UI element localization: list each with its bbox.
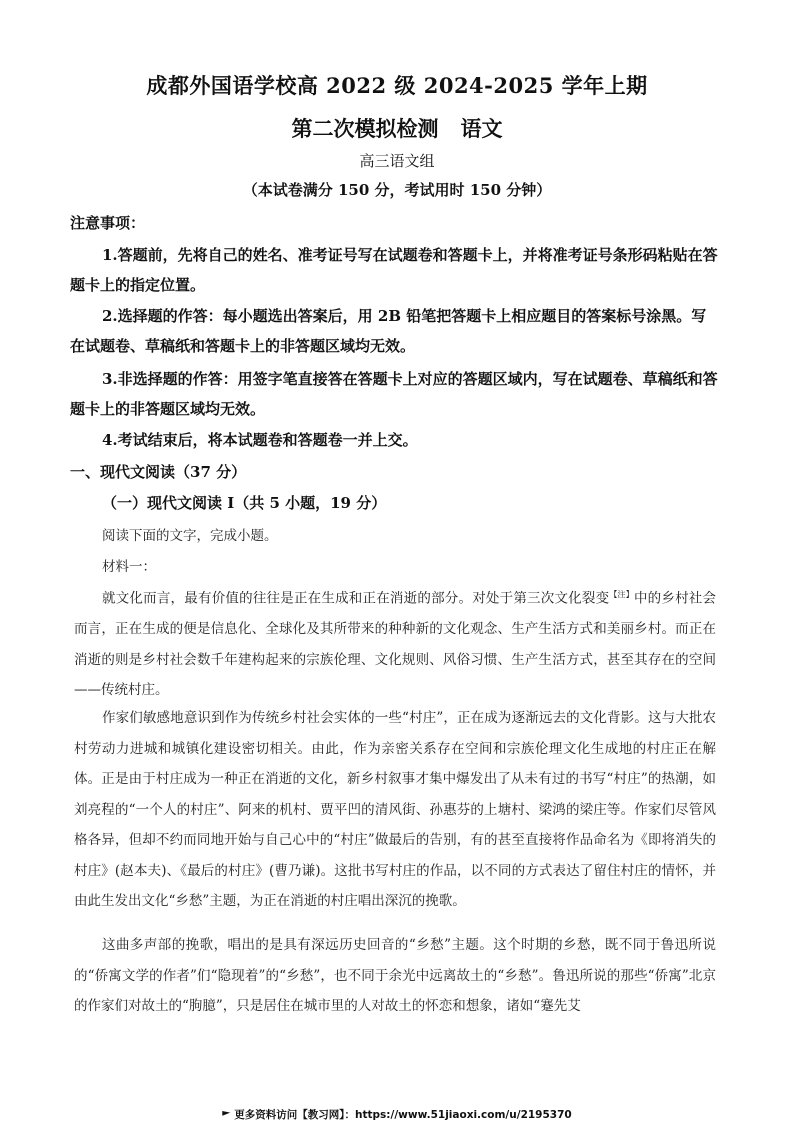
- footer-text: 更多资料访问【教习网】：https://www.51jiaoxi.com/u/2195370: [234, 1109, 572, 1121]
- exam-name: 第二次模拟检测: [291, 116, 439, 141]
- author-group: 高三语文组: [359, 152, 435, 170]
- material-label: 材料一：: [102, 559, 156, 575]
- footer-link[interactable]: [0, 1107, 794, 1122]
- subsection-heading: （一）现代文阅读 I（共 5 小题，19 分）: [102, 494, 387, 512]
- notice-item: 3.非选择题的作答：用签字笔直接答在答题卡上对应的答题区域内，写在试题卷、草稿纸和答题卡上的非答题区域均无效。: [70, 370, 718, 418]
- exam-title: 成都外国语学校高 2022 级 2024-2025 学年上期: [146, 73, 648, 98]
- footnote-marker: 【注】: [609, 590, 634, 599]
- paragraph-text: 就文化而言，最有价值的往往是正在生成和正在消逝的部分。对处于第三次文化裂变: [102, 590, 610, 607]
- section-heading: 一、现代文阅读（37 分）: [70, 463, 247, 481]
- material-paragraph: 这曲多声部的挽歌，唱出的是具有深远历史回音的“乡愁”主题。这个时期的乡愁，既不同于鲁迅所说的“侨寓文学的作者”们“隐现着”的“乡愁”，也不同于余光中远离故土的“乡愁”。鲁迅所说的那些“侨寓”北京的作家们对故土的“朐臆”，只是居住在城市里的人对故土的怀恋和想象，诸如“蹇先艾: [74, 937, 716, 1014]
- paragraph-text: 中的乡村社会而言，正在生成的便是信息化、全球化及其所带来的种种新的文化观念、生产生活方式和美丽乡村。而正在消逝的则是乡村社会数千年建构起来的宗族伦理、文化规则、风俗习惯、生产生活方式，甚至其存在的空间——传统村庄。: [74, 590, 717, 698]
- material-paragraph: 作家们敏感地意识到作为传统乡村社会实体的一些“村庄”，正在成为逐渐远去的文化背影。这与大批农村劳动力进城和城镇化建设密切相关。由此，作为亲密关系存在空间和宗族伦理文化生成地的村庄正在解体。正是由于村庄成为一种正在消逝的文化，新乡村叙事才集中爆发出了从未有过的书写“村庄”的热潮，如刘亮程的“一个人的村庄”、阿来的机村、贾平凹的清风街、孙惠芬的上塘村、梁鸿的梁庄等。作家们尽管风格各异，但却不约而同地开始与自己心中的“村庄”做最后的告别，有的甚至直接将作品命名为《即将消失的村庄》(赵本夫)、《最后的村庄》(曹乃谦)。这批书写村庄的作品，以不同的方式表达了留住村庄的情怀，并由此生发出文化“乡愁”主题，为正在消逝的村庄唱出深沉的挽歌。: [74, 710, 716, 909]
- notice-heading: 注意事项：: [70, 214, 146, 232]
- flag-icon: [222, 1111, 230, 1119]
- reading-instruction: 阅读下面的文字，完成小题。: [102, 528, 278, 544]
- subject-name: 语文: [460, 116, 503, 141]
- score-info: （本试卷满分 150 分，考试用时 150 分钟）: [242, 181, 552, 199]
- notice-item: 2.选择题的作答：每小题选出答案后，用 2B 铅笔把答题卡上相应题目的答案标号涂黑。写在试题卷、草稿纸和答题卡上的非答题区域均无效。: [70, 307, 707, 355]
- notice-item: 4.考试结束后，将本试题卷和答题卷一并上交。: [102, 431, 418, 449]
- material-paragraph: [74, 580, 716, 706]
- notice-item: 1.答题前，先将自己的姓名、准考证号写在试题卷和答题卡上，并将准考证号条形码粘贴在答题卡上的指定位置。: [70, 246, 718, 294]
- exam-subtitle: [0, 113, 794, 143]
